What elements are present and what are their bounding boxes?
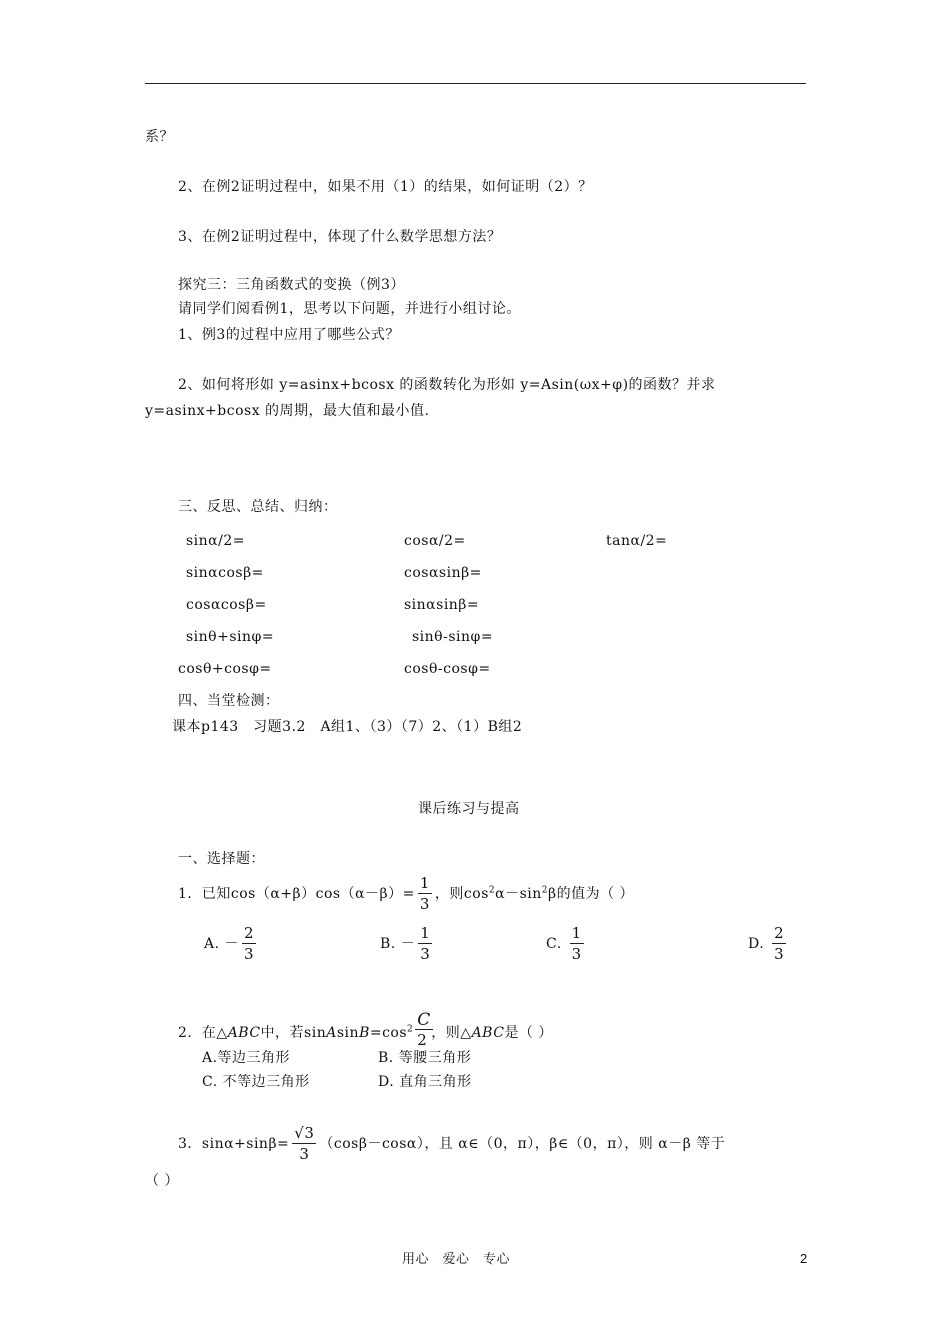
section-heading: 四、当堂检测： — [178, 693, 280, 709]
text-line: 课本p143 习题3.2 A组1、（3）（7）2、（1）B组2 — [172, 719, 523, 735]
question-3: 3．sinα+sinβ= $\frac{√3}{3}$ （cosβ－cosα），且 α∈（0，π），β∈（0，π），则 α－β 等于 — [178, 1124, 726, 1163]
text-line: （ ） — [145, 1173, 179, 1189]
text-line: 2、如何将形如 y=asinx+bcosx 的函数转化为形如 y=Asin(ωx+φ)的函数？并求 — [178, 377, 716, 393]
page-number: 2 — [800, 1251, 808, 1266]
question-1: 1．已知cos（α+β）cos（α－β）= $\frac{1}{3}$ ，则$\cos^2\alpha-\sin^2\beta$的值为（ ） — [178, 874, 635, 913]
q1-option-c: C. $\frac{1}{3}$ — [546, 924, 582, 963]
formula: sinαcosβ= — [186, 565, 264, 581]
formula: sinθ-sinφ= — [412, 629, 494, 645]
text-line: 3、在例2证明过程中，体现了什么数学思想方法？ — [178, 229, 502, 245]
formula: sinα/2= — [186, 533, 245, 549]
header-rule — [145, 83, 806, 84]
formula: tanα/2= — [606, 533, 668, 549]
formula: cosα/2= — [404, 533, 466, 549]
text-line: 2、在例2证明过程中，如果不用（1）的结果，如何证明（2）？ — [178, 179, 593, 195]
formula: sinθ+sinφ= — [186, 629, 275, 645]
q1-option-b: B. － $\frac{1}{3}$ — [380, 924, 431, 963]
formula: cosαsinβ= — [404, 565, 482, 581]
formula: cosθ-cosφ= — [404, 661, 491, 677]
text-line: 1、例3的过程中应用了哪些公式？ — [178, 327, 400, 343]
question-2: 2．在△ABC中，若$sinAsinB=\cos^2$ $\frac{C}{2}$ ，则△ABC是（ ） — [178, 1010, 553, 1049]
formula: sinαsinβ= — [404, 597, 480, 613]
q1-option-a: A. － $\frac{2}{3}$ — [204, 924, 255, 963]
q2-option-a: A.等边三角形 — [202, 1050, 291, 1066]
q1-option-d: D. $\frac{2}{3}$ — [748, 924, 785, 963]
formula: cosθ+cosφ= — [178, 661, 272, 677]
section-heading: 探究三：三角函数式的变换（例3） — [178, 277, 405, 293]
text-line: 请同学们阅看例1，思考以下问题，并进行小组讨论。 — [178, 301, 521, 317]
q2-option-b: B. 等腰三角形 — [378, 1050, 472, 1066]
fraction: $\frac{1}{3}$ — [419, 874, 430, 913]
fraction: $\frac{√3}{3}$ — [294, 1124, 315, 1163]
subtitle: 课后练习与提高 — [418, 801, 520, 817]
section-heading: 三、反思、总结、归纳： — [178, 499, 338, 515]
formula: cosαcosβ= — [186, 597, 267, 613]
q2-option-c: C. 不等边三角形 — [202, 1074, 310, 1090]
q2-option-d: D. 直角三角形 — [378, 1074, 472, 1090]
section-heading: 一、选择题： — [178, 851, 265, 867]
footer-motto: 用心 爱心 专心 — [402, 1251, 511, 1266]
text-line: 系？ — [145, 129, 174, 145]
text-line: y=asinx+bcosx 的周期，最大值和最小值. — [145, 403, 430, 419]
